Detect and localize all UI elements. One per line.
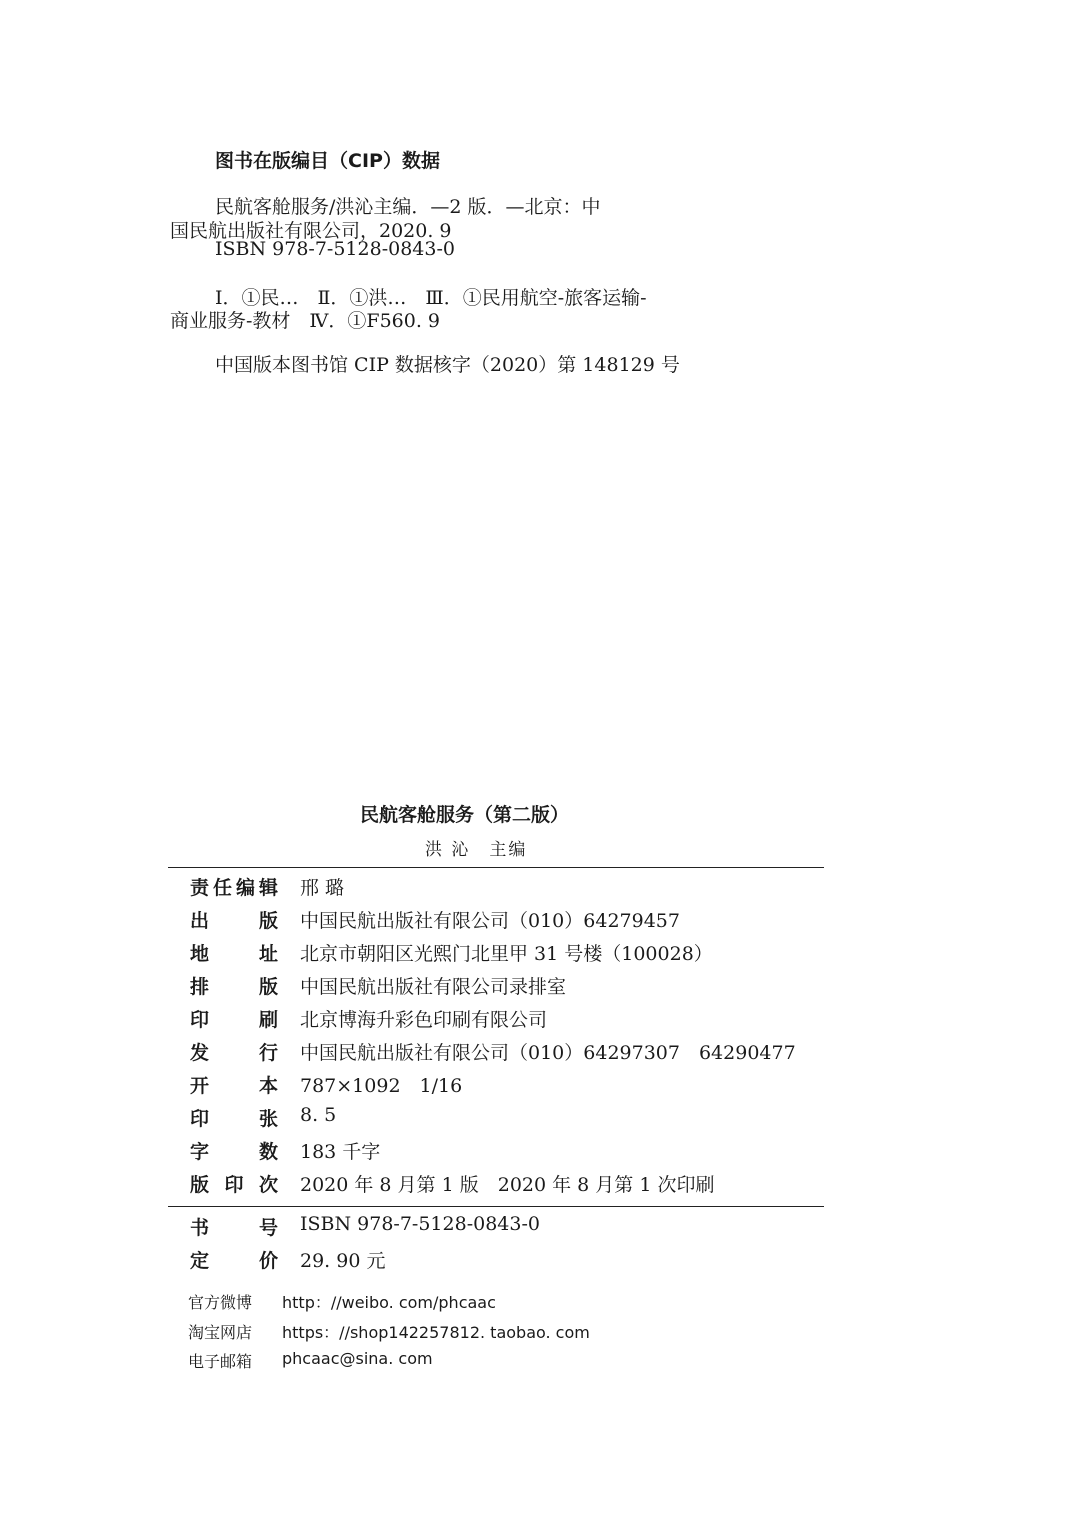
cip-classification-line1: Ⅰ．①民… Ⅱ．①洪… Ⅲ．①民用航空-旅客运输- (215, 287, 647, 309)
detail-label: 出版 (190, 910, 278, 932)
detail-label: 开本 (190, 1075, 278, 1097)
detail-label: 字数 (190, 1141, 278, 1163)
divider-top (168, 867, 824, 868)
detail-value: 8. 5 (300, 1104, 337, 1126)
detail-value: 中国民航出版社有限公司（010）64297307 64290477 (300, 1042, 796, 1064)
contact-taobao-link[interactable]: https：//shop142257812. taobao. com (282, 1323, 590, 1342)
detail-value: ISBN 978-7-5128-0843-0 (300, 1213, 540, 1235)
detail-value: 787×1092 1/16 (300, 1075, 463, 1097)
detail-label: 责任编辑 (190, 877, 278, 899)
detail-value: 邢 璐 (300, 877, 345, 899)
contact-label: 官方微博 (188, 1293, 253, 1312)
detail-label: 地址 (190, 943, 278, 965)
cip-title-line1: 民航客舱服务/洪沁主编．—2 版．—北京：中 (215, 196, 601, 218)
cip-heading: 图书在版编目（CIP）数据 (215, 150, 440, 172)
book-editor: 洪 沁 主编 (425, 840, 528, 860)
cip-record-number: 中国版本图书馆 CIP 数据核字（2020）第 148129 号 (215, 354, 680, 376)
contact-weibo-link[interactable]: http：//weibo. com/phcaac (282, 1293, 496, 1312)
detail-label: 版印次 (190, 1174, 278, 1196)
divider-middle (168, 1206, 824, 1207)
detail-label: 印刷 (190, 1009, 278, 1031)
cip-title-line2: 国民航出版社有限公司，2020. 9 (170, 220, 452, 242)
detail-label: 排版 (190, 976, 278, 998)
cip-isbn: ISBN 978-7-5128-0843-0 (215, 238, 455, 260)
detail-label: 发行 (190, 1042, 278, 1064)
contact-label: 电子邮箱 (188, 1352, 253, 1371)
detail-value: 2020 年 8 月第 1 版 2020 年 8 月第 1 次印刷 (300, 1174, 715, 1196)
detail-value: 北京市朝阳区光熙门北里甲 31 号楼（100028） (300, 943, 713, 965)
contact-label: 淘宝网店 (188, 1323, 253, 1342)
detail-value: 29. 90 元 (300, 1250, 386, 1272)
contact-email-link[interactable]: phcaac@sina. com (282, 1349, 433, 1368)
detail-value: 中国民航出版社有限公司（010）64279457 (300, 910, 680, 932)
detail-value: 中国民航出版社有限公司录排室 (300, 976, 567, 998)
detail-value: 183 千字 (300, 1141, 381, 1163)
detail-value: 北京博海升彩色印刷有限公司 (300, 1009, 548, 1031)
detail-label: 书号 (190, 1217, 278, 1239)
book-title: 民航客舱服务（第二版） (360, 804, 570, 826)
detail-label: 印张 (190, 1108, 278, 1130)
detail-label: 定价 (190, 1250, 278, 1272)
cip-classification-line2: 商业服务-教材 Ⅳ．①F560. 9 (170, 310, 441, 332)
